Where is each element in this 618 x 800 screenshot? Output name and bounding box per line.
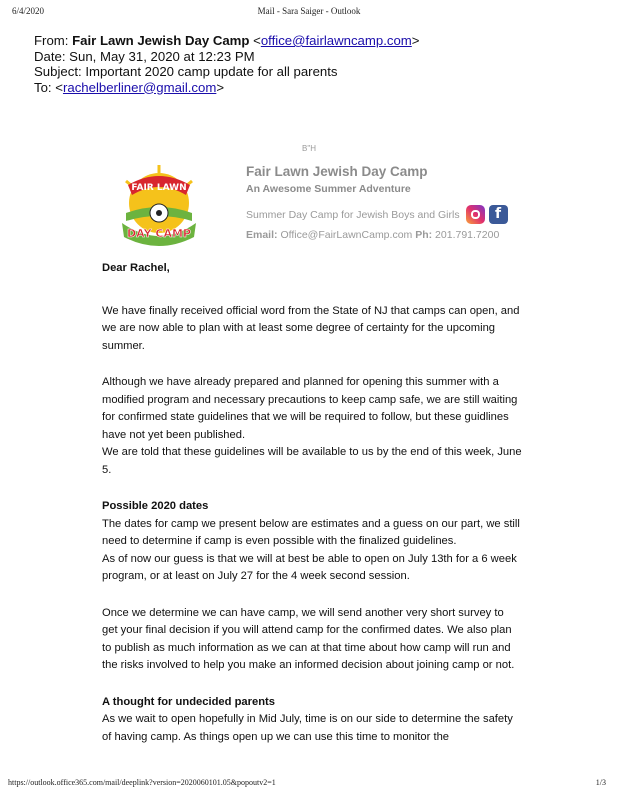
subject-line: Subject: Important 2020 camp update for all parents: [34, 64, 338, 79]
logo-top-text: FAIR LAWN: [131, 183, 187, 193]
recipient-email-link[interactable]: rachelberliner@gmail.com: [62, 79, 217, 95]
social-links: [466, 205, 508, 224]
phone-label: Ph:: [415, 229, 433, 241]
camp-contact: [246, 229, 536, 241]
bh-mark: B"H: [302, 144, 316, 153]
heading-dates: Possible 2020 dates: [102, 500, 209, 512]
print-title: Mail - Sara Saiger - Outlook: [257, 6, 361, 16]
paragraph-2b: We are told that these guidelines will be available to us by the end of this week, June 5.: [102, 446, 522, 476]
camp-signature: [246, 163, 536, 241]
camp-email[interactable]: Office@FairLawnCamp.com: [280, 229, 413, 241]
print-url: https://outlook.office365.com/mail/deeplink?version=2020060101.05&popoutv2=1: [8, 778, 276, 787]
greeting: Dear Rachel,: [102, 262, 170, 274]
from-line: From: Fair Lawn Jewish Day Camp <office@fairlawncamp.com>: [34, 33, 420, 48]
to-label: To:: [34, 79, 52, 95]
camp-description: Summer Day Camp for Jewish Boys and Girls: [246, 208, 460, 221]
sender-email-link[interactable]: office@fairlawncamp.com: [260, 33, 412, 48]
email-label: Email:: [246, 229, 278, 241]
paragraph-4: Once we determine we can have camp, we will send another very short survey to get your final decision if you will attend camp for the confirmed dates. We also plan to publish as much information as we can at that time about how camp will run and the risks involved to help you make an informed decision about joining camp or not.: [102, 606, 515, 671]
camp-logo-graphic: [116, 163, 202, 249]
instagram-icon[interactable]: [466, 205, 485, 224]
paragraph-2a: Although we have already prepared and planned for opening this summer with a modified program and necessary precautions to keep camp safe, we are still waiting for confirmed state guidelines that we will be required to follow, but these guidlines have not yet been published.: [102, 376, 518, 441]
paragraph-1: We have finally received official word from the State of NJ that camps can open, and we are now able to plan with at least some degree of certainty for the upcoming summer.: [102, 304, 520, 352]
to-line: To: <rachelberliner@gmail.com>: [34, 79, 225, 95]
heading-undecided: A thought for undecided parents: [102, 695, 275, 708]
from-label: From:: [34, 33, 69, 48]
camp-description-row: [246, 205, 536, 224]
camp-name: Fair Lawn Jewish Day Camp: [246, 164, 428, 179]
print-date: 6/4/2020: [12, 6, 45, 16]
paragraph-5: As we wait to open hopefully in Mid July, time is on our side to determine the safety of having camp. As things open up we can use this time to monitor the: [102, 713, 513, 743]
paragraph-3a: The dates for camp we present below are estimates and a guess on our part, we still need to determine if camp is even possible with the finalized guidelines.: [102, 517, 520, 547]
camp-tagline: An Awesome Summer Adventure: [246, 183, 411, 195]
print-header: [0, 6, 618, 20]
page-number: 1/3: [595, 778, 606, 787]
email-body: [102, 260, 522, 746]
facebook-icon[interactable]: f: [489, 205, 508, 224]
date-line: Date: Sun, May 31, 2020 at 12:23 PM: [34, 48, 255, 64]
camp-logo: [116, 163, 202, 249]
email-header: [34, 33, 594, 95]
logo-bottom-text: DAY CAMP: [127, 227, 191, 240]
camp-phone[interactable]: 201.791.7200: [435, 229, 500, 241]
sender-name: Fair Lawn Jewish Day Camp: [72, 33, 250, 48]
paragraph-3b: As of now our guess is that we will at best be able to open on July 13th for a 6 week program, or at least on July 27 for the 4 week second session.: [102, 552, 517, 582]
